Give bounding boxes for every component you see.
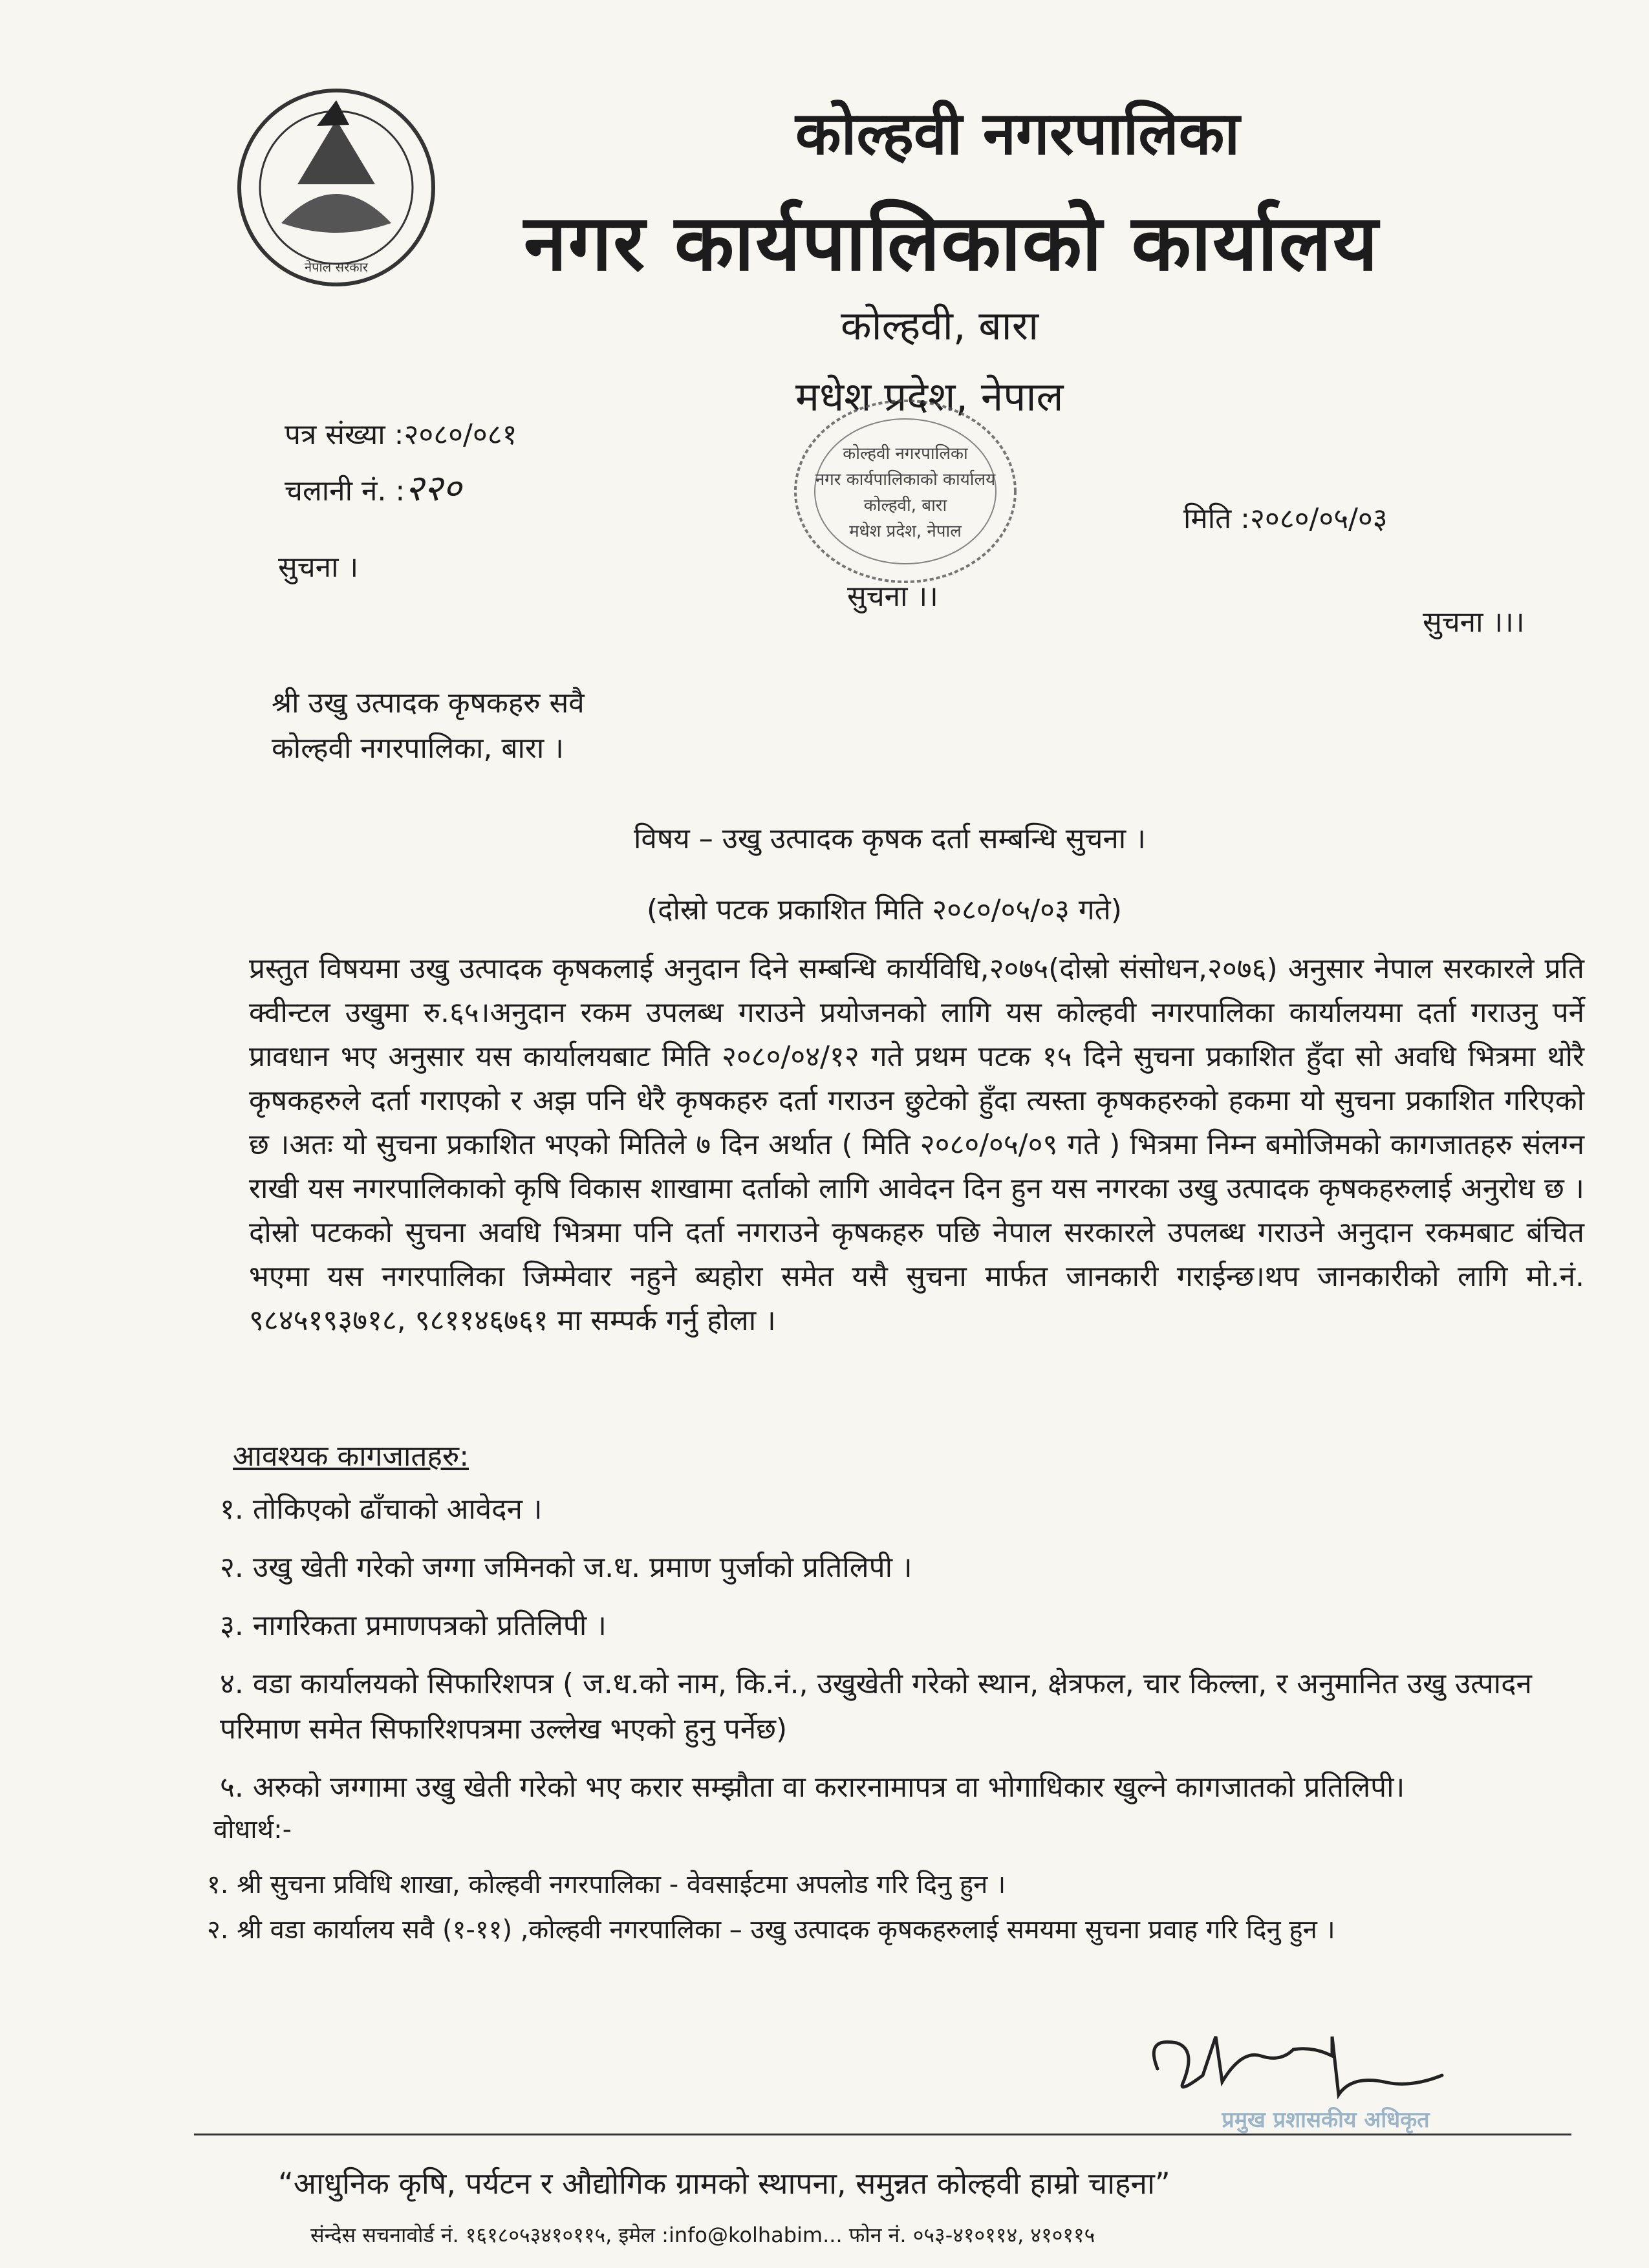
svg-text:कोल्हवी नगरपालिका: कोल्हवी नगरपालिका (843, 444, 968, 464)
officer-seal (1196, 2088, 1455, 2146)
notice-label-2: सुचना ।। (847, 580, 938, 613)
letter-date: मिति :२०८०/०५/०३ (1183, 502, 1388, 535)
dispatch-number-value: २२० (405, 467, 462, 509)
list-item: १. तोकिएको ढाँचाको आवेदन । (220, 1493, 543, 1526)
cc-heading: वोधार्थ:- (213, 1815, 292, 1845)
municipality-emblem (220, 74, 453, 294)
letter-number: पत्र संख्या :२०८०/०८१ (285, 418, 517, 451)
dispatch-number-label: चलानी नं. : (285, 475, 405, 508)
svg-text:नगर कार्यपालिकाको कार्यालय: नगर कार्यपालिकाको कार्यालय (815, 470, 996, 489)
notice-label-3: सुचना ।।। (1423, 606, 1525, 639)
list-item: ५. अरुको जग्गामा उखु खेती गरेको भए करार सम्झौता वा करारनामापत्र वा भोगाधिकार खुल्ने कागजातको प्रतिलिपी। (220, 1771, 1405, 1804)
svg-text:कोल्हवी, बारा: कोल्हवी, बारा (863, 496, 947, 515)
list-item: ३. नागरिकता प्रमाणपत्रको प्रतिलिपी । (220, 1609, 607, 1642)
office-province: मधेश प्रदेश, नेपाल (795, 373, 1064, 420)
list-item: २. श्री वडा कार्यालय सवै (१-११) ,कोल्हवी नगरपालिका – उखु उत्पादक कृषकहरुलाई समयमा सुचना प्रवाह गरि दिनु हुन । (207, 1915, 1335, 1945)
list-item: ४. वडा कार्यालयको सिफारिशपत्र ( ज.ध.को नाम, कि.नं., उखुखेती गरेको स्थान, क्षेत्रफल, चार किल्ला, र अनुमानित उखु उत्पादन परिमाण समेत सिफारिशपत्रमा उल्लेख भएको हुनु पर्नेछ) (220, 1667, 1532, 1746)
recipient-line-2: कोल्हवी नगरपालिका, बारा । (272, 732, 564, 765)
requirements-list (220, 1487, 1584, 1823)
notice-label-1: सुचना । (278, 551, 359, 584)
office-title: नगर कार्यपालिकाको कार्यालय (524, 198, 1379, 288)
svg-text:मधेश प्रदेश, नेपाल: मधेश प्रदेश, नेपाल (849, 522, 962, 541)
footer-contact: संन्देस सचनावोर्ड नं. १६१८०५३४१०११५, इमेल :info@kolhabim... फोन नं. ०५३-४१०११४, ४१०११५ (310, 2223, 1095, 2247)
footer-motto: “आधुनिक कृषि, पर्यटन र औद्योगिक ग्रामको स्थापना, समुन्नत कोल्हवी हाम्रो चाहना” (278, 2166, 1170, 2201)
svg-text:प्रमुख प्रशासकीय अधिकृत: प्रमुख प्रशासकीय अधिकृत (1222, 2107, 1430, 2133)
svg-text:नेपाल सरकार: नेपाल सरकार (305, 259, 368, 275)
municipality-name: कोल्हवी नगरपालिका (795, 99, 1240, 168)
footer-divider (194, 2134, 1571, 2135)
list-item: २. उखु खेती गरेको जग्गा जमिनको ज.ध. प्रमाण पुर्जाको प्रतिलिपी । (220, 1551, 912, 1584)
dispatch-number (285, 462, 462, 511)
recipient-line-1: श्री उखु उत्पादक कृषकहरु सवै (272, 687, 585, 720)
office-location: कोल्हवी, बारा (841, 302, 1039, 349)
notice-body: प्रस्तुत विषयमा उखु उत्पादक कृषकलाई अनुदान दिने सम्बन्धि कार्यविधि,२०७५(दोस्रो संसोधन,२०७६) अनुसार नेपाल सरकारले प्रति क्वीन्टल उखुमा रु.६५।अनुदान रकम उपलब्ध गराउने प्रयोजनको लागि यस कोल्हवी नगरपालिका कार्यालयमा दर्ता गराउनु पर्ने प्रावधान भए अनुसार यस कार्यालयबाट मिति २०८०/०४/१२ गते प्रथम पटक १५ दिने सुचना प्रकाशित हुँदा सो अवधि भित्रमा थोरै कृषकहरुले दर्ता गराएको र अझ पनि धेरै कृषकहरु दर्ता गराउन छुटेको हुँदा त्यस्ता कृषकहरुको हकमा यो सुचना प्रकाशित गरिएको छ ।अतः यो सुचना प्रकाशित भएको मितिले ७ दिन अर्थात ( मिति २०८०/०५/०९ गते ) भित्रमा निम्न बमोजिमको कागजातहरु संलग्न राखी यस नगरपालिकाको कृषि विकास शाखामा दर्ताको लागि आवेदन दिन हुन यस नगरका उखु उत्पादक कृषकहरुलाई अनुरोध छ ।दोस्रो पटकको सुचना अवधि भित्रमा पनि दर्ता नगराउने कृषकहरु पछि नेपाल सरकारले उपलब्ध गराउने अनुदान रकमबाट बंचित भएमा यस नगरपालिका जिम्मेवार नहुने ब्यहोरा समेत यसै सुचना मार्फत जानकारी गराईन्छ।थप जानकारीको लागि मो.नं. ९८४५१९३७१८, ९८११४६७६१ मा सम्पर्क गर्नु होला । (249, 952, 1584, 1337)
list-item: १. श्री सुचना प्रविधि शाखा, कोल्हवी नगरपालिका - वेवसाईटमा अपलोड गरि दिनु हुन । (207, 1870, 1006, 1899)
subject-line: विषय – उखु उत्पादक कृषक दर्ता सम्बन्धि सुचना । (634, 822, 1146, 855)
office-stamp (776, 394, 1035, 601)
cc-list (207, 1862, 1597, 1952)
requirements-heading: आवश्यक कागजातहरु: (233, 1440, 469, 1473)
subject-note: (दोस्रो पटक प्रकाशित मिति २०८०/०५/०३ गते) (647, 893, 1122, 926)
